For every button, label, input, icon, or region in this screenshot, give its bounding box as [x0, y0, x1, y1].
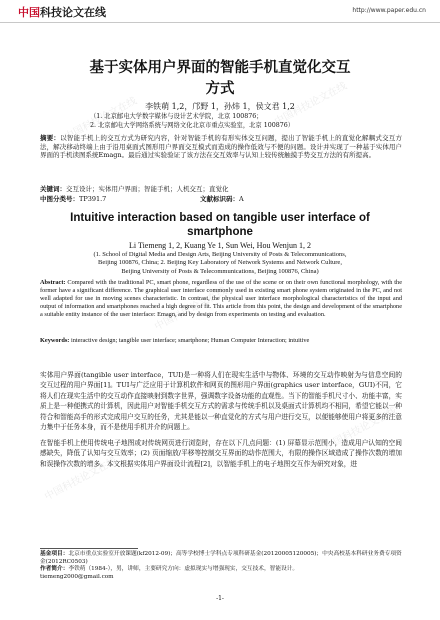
affiliation-english — [60, 251, 380, 276]
abstract-en-label: Abstract: — [40, 279, 66, 286]
doc-value: A — [239, 195, 244, 203]
keywords-en-text: interactive design; tangible user interface; smartphone; Human Computer Interaction; intuitive — [70, 337, 310, 344]
footnote-author — [40, 566, 402, 574]
keywords-cn-text: 交互设计；实体用户界面；智能手机；人机交互；直觉化 — [66, 185, 229, 193]
abstract-cn-text: 以智能手机上的交互方式为研究内容，针对智能手机的有形实体交互问题，提出了智能手机上的直觉化解耦式交互方法，解决移动终端上由于沿用桌面式图形用户界面交互模式而造成的操作低效与不便的问题。设计并实现了一种基于实体用户界面的手机读图系统Emagn。最后通过实验验证了该方法在交互效率与认知上较传统触摸手势交互方法的有所提高。 — [40, 134, 403, 160]
footnote-email[interactable]: tiemeng2000@gmail.com — [40, 573, 114, 580]
fund-text: 北京市重点实验室开放课题(kf2012-09)；高等学校博士学科点专项科研基金(20120005120005)；中央高校基本科研业务费专项资金(2012RC0503) — [40, 551, 402, 565]
abstract-cn-label: 摘要： — [40, 134, 61, 142]
keywords-chinese — [40, 185, 402, 194]
authors-chinese: 李铁萌 1,2，邝野 1，孙炜 1，侯文君 1,2 — [145, 102, 295, 111]
watermark: 中国科技论文在线 — [43, 455, 119, 503]
class-value: TP391.7 — [79, 195, 107, 203]
page-header — [0, 0, 440, 23]
site-logo[interactable] — [18, 4, 106, 20]
keywords-en-label: Keywords: — [40, 337, 70, 344]
aff-en-line-2: Beijing 100876, China; 2. Beijing Key Laboratory of Network Systems and Network Culture, — [98, 259, 342, 267]
footnote — [40, 551, 402, 581]
page-number: -1- — [216, 595, 224, 602]
doc-code — [200, 194, 244, 203]
aff-en-line-1: (1. School of Digital Media and Design Arts, Beijing University of Posts & Telecommunications, — [93, 251, 347, 258]
title-cn-line-1: 基于实体用户界面的智能手机直觉化交互 — [89, 60, 351, 76]
title-en-line-2: smartphone — [187, 226, 253, 238]
affiliation-cn-1: （1. 北京邮电大学数字媒体与设计艺术学院，北京 100876； — [90, 113, 263, 120]
logo-text: 科技论文在线 — [40, 6, 106, 19]
fund-label: 基金项目： — [40, 551, 69, 557]
keywords-english — [40, 337, 402, 345]
title-chinese — [40, 58, 400, 100]
doc-label: 文献标识码： — [200, 195, 239, 203]
site-url[interactable]: http://www.paper.edu.cn — [352, 7, 426, 14]
authors-english: Li Tiemeng 1, 2, Kuang Ye 1, Sun Wei, Hou Wenjun 1, 2 — [129, 241, 311, 250]
class-label: 中图分类号： — [40, 195, 79, 203]
abstract-en-text: Compared with the traditional PC, smart phone, regardless of the use of the scene or on their own functional morphology, with the former have a significant difference. The graphical user interface commonly used in existing smart phone system originated in the PC, and not well adapted for use in moving scenes characteristic. In contrast, the physical user interface morphological characteristics of the input and output of information and smartphones reached a high degree of fit. This article from this point, the design and development of the smartphone a suitable entity instance of the user interface: Emagn, and by design from experiments on testing and evaluation. — [40, 279, 402, 318]
aff-en-line-3: Beijing University of Posts & Telecommunications, Beijing 100876, China) — [121, 267, 319, 275]
abstract-english — [40, 279, 402, 319]
title-english — [40, 211, 400, 239]
author-note-label: 作者简介： — [40, 566, 69, 573]
body-paragraph-1: 实体用户界面(tangible user interface，TUI)是一种将人们在现实生活中与物体、环境的交互动作映射为与信息空间的交互过程的用户界面[1]。TUI与广泛应用于计算机软件和网页的图形用户界面(graphics user interface，GUI)不同，它将人们在现实生活中的交互动作直接映射到数字世界，强调数字设备功能的直观性。当下的智能手机尺寸小、功能丰富，实质上是一种便携式的计算机，因此用户对智能手机交互方式的需求与传统手机以及桌面式计算机均不相同，希望它能以一种符合和智能高手的形式完成用户交互的任务，尤其是能以一种直觉化的方式与用户进行交互，以便能够使用户将更多的注意力集中于任务本身，而不是使用手机并介的问题上。 — [40, 371, 402, 432]
watermark: 中国科技论文在线 — [273, 80, 349, 128]
watermark: 中国科技论文在线 — [153, 285, 229, 333]
classification-row — [40, 194, 402, 203]
watermark: 中国科技论文在线 — [323, 405, 399, 453]
body-paragraph-2: 在智能手机上使用传统电子地图或对传统网页进行浏览时，存在以下几点问题：(1) 屏幕显示范围小，造成用户认知的空间感缺失，降低了认知与交互效率；(2) 页面缩放/平移等控制交互界面的动作范围大，有限的操作区域造成了操作次数的增加和误操作次数的增多。本文根据实体用户界面设计流程[2]，以智能手机上的电子地图交互作为研究对象，进 — [40, 439, 402, 468]
title-en-line-1: Intuitive interaction based on tangible user interface of — [70, 212, 370, 224]
title-cn-line-2: 方式 — [205, 81, 235, 97]
keywords-cn-label: 关键词： — [40, 185, 66, 193]
footnote-funding — [40, 551, 402, 566]
footnote-divider — [40, 548, 138, 549]
affiliation-cn-2: 2. 北京邮电大学网络系统与网络文化北京市重点实验室，北京 100876） — [90, 122, 295, 129]
author-note-text: 李铁萌（1984-），男，讲师，主要研究方向：虚拟现实与增强现实，交互技术，智能设计。 — [68, 566, 299, 573]
abstract-chinese — [40, 134, 402, 160]
logo-accent: 中国 — [18, 6, 40, 19]
watermark: 中国科技论文在线 — [63, 95, 139, 143]
